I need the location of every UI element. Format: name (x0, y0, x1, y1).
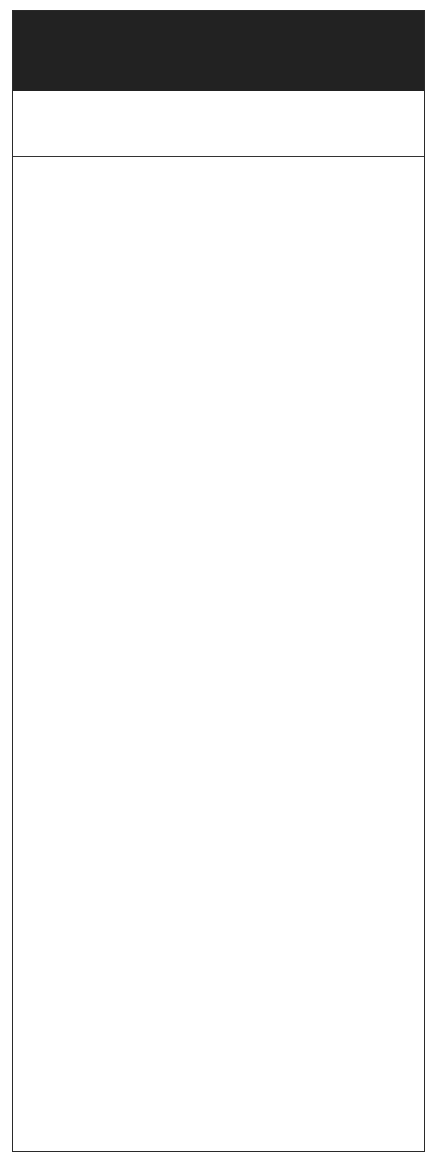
price-header (13, 11, 424, 91)
pricing-card (12, 10, 425, 1152)
pack-title (13, 91, 424, 157)
